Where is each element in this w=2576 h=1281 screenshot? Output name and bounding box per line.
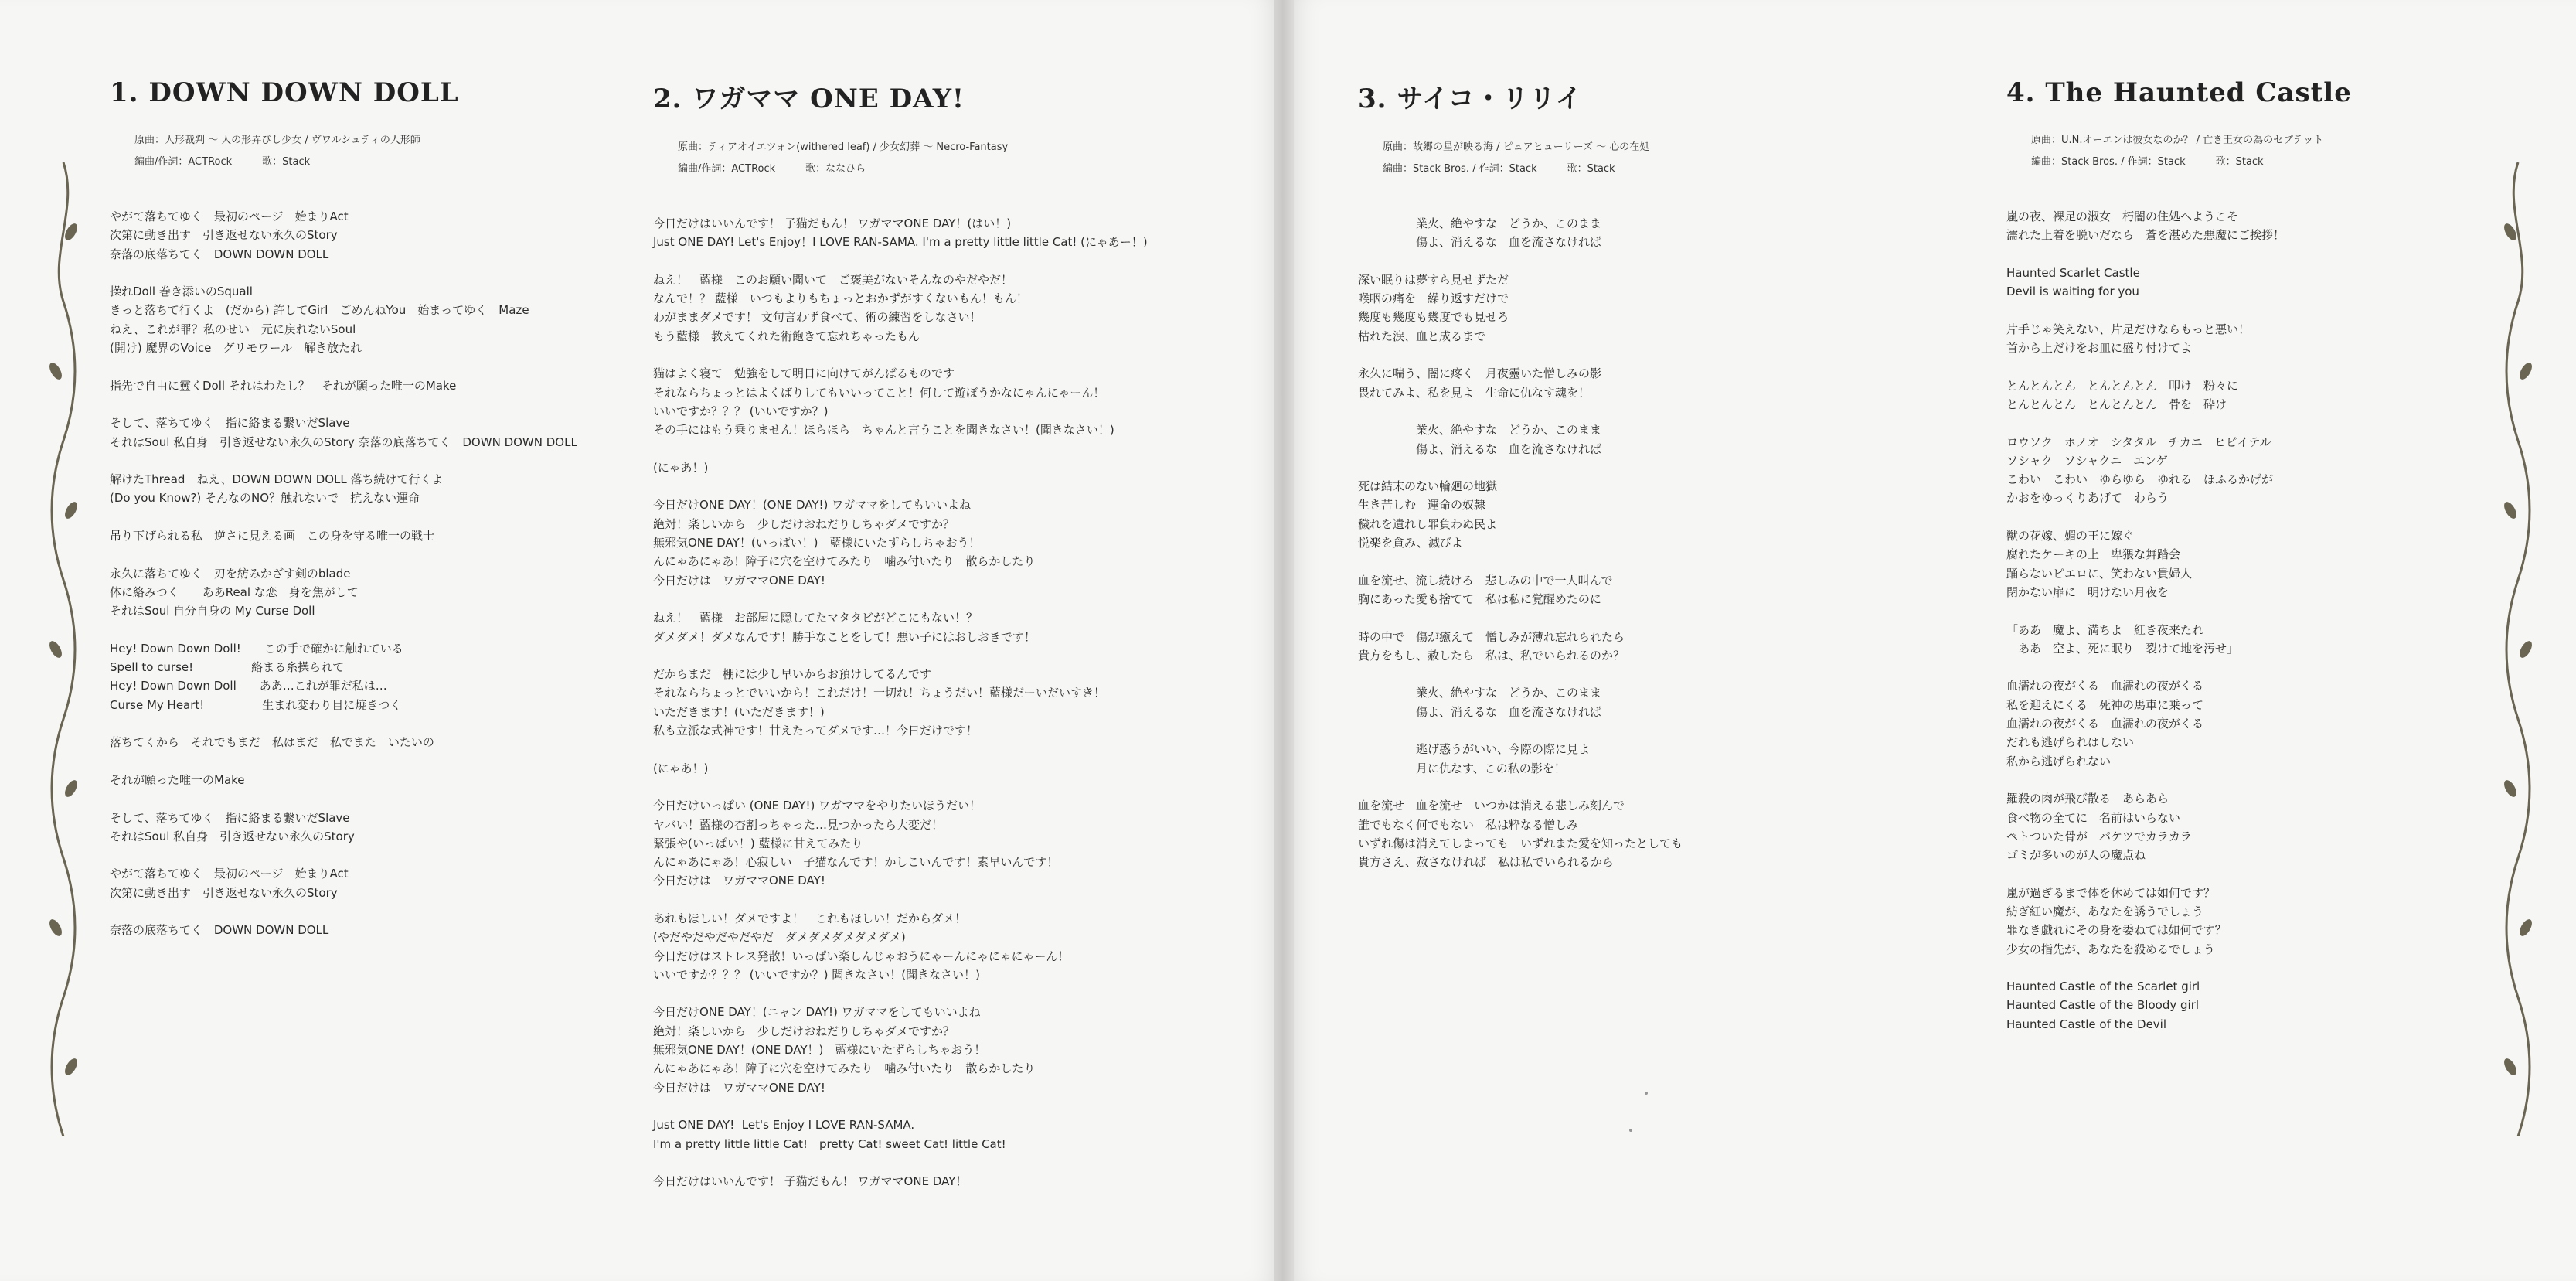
lyric-line: Devil is waiting for you: [2006, 284, 2139, 299]
lyric-line: いいですか？？？ (いいですか？): [653, 404, 829, 418]
lyric-stanza: [110, 526, 577, 545]
lyric-stanza: [110, 639, 577, 714]
lyric-line: それはSoul 私自身 引き返せない永久のStory: [110, 829, 355, 843]
lyric-line: (にゃあ！): [653, 460, 709, 475]
lyric-stanza: [2006, 320, 2352, 358]
lyric-line: それならちょっとでいいから！これだけ！一切れ！ちょうだい！藍様だーいだいすき！: [653, 686, 1106, 700]
lyric-line: 首から上だけをお皿に盛り付けてよ: [2006, 341, 2193, 356]
lyric-line: とんとんとん とんとんとん 叩け 粉々に: [2006, 378, 2239, 393]
lyric-line: (開け) 魔界のVoice グリモワール 解き放たれ: [110, 341, 362, 356]
book-gutter: [1274, 0, 1294, 1281]
lyric-stanza: [110, 771, 577, 789]
lyric-stanza: [110, 809, 577, 847]
lyric-line: 「ああ 魔よ、満ちよ 紅き夜来たれ: [2006, 622, 2204, 637]
lyric-line: 傷よ、消えるな 血を流さなければ: [1358, 235, 1602, 250]
lyric-line: んにゃあにゃあ！障子に穴を空けてみたり 噛み付いたり 散らかしたり: [653, 554, 1036, 569]
lyric-line: それならちょっとはよくばりしてもいいってこと！何して遊ぼうかなにゃんにゃーん！: [653, 385, 1105, 400]
lyric-line: 畏れてみよ、私を見よ 生命に仇なす魂を！: [1358, 385, 1591, 400]
lyric-line: 私から逃げられない: [2006, 754, 2112, 768]
lyric-stanza: [2006, 207, 2352, 245]
lyric-line: やがて落ちてゆく 最初のページ 始まりAct: [110, 210, 349, 223]
lyric-line: 指先で自由に靈くDoll それはわたし？ それが願った唯一のMake: [110, 378, 457, 393]
lyric-line: 血を流せ 血を流せ いつかは消える悲しみ刻んで: [1358, 799, 1625, 813]
lyric-stanza: [2006, 977, 2352, 1034]
lyric-line: Just ONE DAY! Let's Enjoy！I LOVE RAN-SAMA. I'm a pretty little little Cat! (にゃあー！): [653, 235, 1148, 250]
lyric-stanza: [653, 608, 1148, 646]
track-title: 3. サイコ・リリイ: [1358, 83, 1583, 114]
lyric-line: 血濡れの夜がくる 血濡れの夜がくる: [2006, 717, 2204, 731]
lyric-stanza: [1358, 214, 1683, 252]
lyric-stanza: [2006, 526, 2352, 601]
lyric-line: 緊張や(いっぱい！) 藍様に甘えてみたり: [653, 836, 863, 850]
lyric-line: 今日だけはストレス発散！いっぱい楽しんじゃおうにゃーんにゃにゃにゃーん！: [653, 949, 1070, 963]
lyric-line: 濡れた上着を脱いだなら 蒼を湛めた悪魔にご挨拶！: [2006, 228, 2285, 243]
lyric-stanza: [2006, 433, 2352, 508]
lyric-line: 今日だけは ワガママONE DAY!: [653, 1080, 825, 1095]
lyric-line: いいですか？？？ (いいですか？) 聞きなさい！(聞きなさい！): [653, 967, 980, 982]
track-1-column: [110, 77, 577, 959]
lyric-line: 少女の指先が、あなたを殺めるでしょう: [2006, 942, 2215, 956]
lyric-line: 血を流せ、流し続けろ 悲しみの中で一人叫んで: [1358, 573, 1613, 588]
lyric-line: ねえ！ 藍様 このお願い聞いて ご褒美がないそんなのやだやだ！: [653, 272, 1013, 287]
lyric-line: んにゃあにゃあ！心寂しい 子猫なんです！かしこいんです！素早いんです！: [653, 855, 1059, 870]
lyric-line: 今日だけONE DAY！(ONE DAY!) ワガママをしてもいいよね: [653, 498, 972, 513]
lyric-line: 逃げ惑うがいい、今際の際に見よ: [1358, 742, 1591, 757]
lyric-stanza: [2006, 884, 2352, 959]
lyric-line: 血濡れの夜がくる 血濡れの夜がくる: [2006, 679, 2204, 693]
lyric-stanza: [2006, 621, 2352, 659]
lyric-stanza: [110, 733, 577, 751]
lyric-stanza: [653, 759, 1148, 778]
lyric-stanza: [1358, 571, 1683, 609]
lyric-line: Just ONE DAY! Let's Enjoy I LOVE RAN-SAMA.: [653, 1118, 915, 1133]
lyric-stanza: [110, 564, 577, 621]
lyric-line: 傷よ、消えるな 血を流さなければ: [1358, 441, 1602, 456]
lyric-stanza: [653, 796, 1148, 890]
lyric-line: 喉咽の痛を 繰り返すだけで: [1358, 291, 1509, 306]
lyric-line: 誰でもなく何でもない 私は粋なる憎しみ: [1358, 817, 1579, 832]
lyric-stanza: [1358, 271, 1683, 346]
lyric-line: それが願った唯一のMake: [110, 772, 245, 787]
lyric-stanza: [653, 214, 1148, 252]
lyric-line: Haunted Castle of the Bloody girl: [2006, 998, 2200, 1013]
lyric-stanza: [1358, 628, 1683, 666]
print-speck: [1645, 1092, 1648, 1095]
track-credit-arranger: 編曲：Stack Bros. / 作詞：Stack 歌：Stack: [2031, 156, 2264, 168]
lyric-line: いずれ傷は消えてしまっても いずれまた愛を知ったとしても: [1358, 836, 1683, 850]
lyric-stanza: [1358, 740, 1683, 778]
lyric-line: 私も立派な式神です！甘えたってダメです…！今日だけです！: [653, 724, 978, 738]
lyric-line: きっと落ちて行くよ (だから) 許してGirl ごめんねYou 始まってゆく Maze: [110, 303, 529, 318]
lyric-line: 嵐が過ぎるまで体を休めては如何です？: [2006, 885, 2216, 900]
lyric-stanza: [110, 864, 577, 902]
track-credit-arranger: 編曲/作詞：ACTRock 歌：ななひら: [678, 163, 866, 175]
lyrics-block: [2006, 207, 2352, 1034]
lyric-line: それはSoul 私自身 引き返せない永久のStory 奈落の底落ちてく DOWN DOWN DOLL: [110, 434, 577, 449]
lyric-line: 今日だけいっぱい (ONE DAY!) ワガママをやりたいほうだい！: [653, 799, 982, 813]
lyric-stanza: [2006, 264, 2352, 302]
lyric-line: そして、落ちてゆく 指に絡まる繋いだSlave: [110, 810, 350, 825]
lyric-line: Haunted Scarlet Castle: [2006, 265, 2140, 280]
lyric-line: ペトついた骨が パケツでカラカラ: [2006, 829, 2192, 843]
lyric-line: 月に仇なす、この私の影を！: [1358, 761, 1566, 775]
lyric-line: 無邪気ONE DAY！(ONE DAY！) 藍様にいたずらしちゃおう！: [653, 1043, 986, 1058]
lyric-line: あれもほしい！ダメですよ！ これもほしい！だからダメ！: [653, 911, 967, 925]
lyric-stanza: [653, 1116, 1148, 1153]
lyric-line: Curse My Heart! 生まれ変わり目に焼きつく: [110, 697, 402, 712]
lyric-line: だれも逃げられはしない: [2006, 735, 2135, 750]
lyric-line: 今日だけはいいんです！ 子猫だもん！ ワガママONE DAY！(はい！): [653, 216, 1012, 230]
lyric-line: 時の中で 傷が癒えて 憎しみが薄れ忘れられたら: [1358, 629, 1625, 644]
right-vine-ornament: [2503, 162, 2533, 1136]
lyric-line: 操れDoll 巻き添いのSquall: [110, 284, 253, 299]
lyric-line: 絶対！楽しいから 少しだけおねだりしちゃダメですか？: [653, 1024, 955, 1038]
lyric-line: 片手じゃ笑えない、片足だけならもっと悪い！: [2006, 322, 2251, 336]
track-credit-composer: 原曲：故郷の星が映る海 / ピュアヒューリーズ ～ 心の在処: [1383, 141, 1650, 153]
lyric-line: I'm a pretty little little Cat! pretty Cat! sweet Cat! little Cat!: [653, 1136, 1006, 1151]
lyric-line: 死は結末のない輪廻の地獄: [1358, 479, 1498, 494]
lyric-line: 業火、絶やすな どうか、このまま: [1358, 216, 1602, 230]
lyric-line: それはSoul 自分自身の My Curse Doll: [110, 604, 315, 618]
lyric-line: Hey! Down Down Doll! この手で確かに触れている: [110, 641, 403, 656]
lyric-line: 次第に動き出す 引き返せない永久のStory: [110, 885, 338, 900]
lyric-line: その手にはもう乗りません！ほらほら ちゃんと言うことを聞きなさい！(聞きなさい！): [653, 423, 1114, 438]
track-title: 2. ワガママ ONE DAY!: [653, 83, 965, 114]
lyric-stanza: [110, 470, 577, 508]
lyric-stanza: [110, 207, 577, 264]
lyric-line: 幾度も幾度も幾度でも見せろ: [1358, 310, 1509, 325]
lyric-line: 生き苦しむ 運命の奴隷: [1358, 498, 1486, 513]
lyric-stanza: [110, 921, 577, 939]
lyric-stanza: [110, 376, 577, 395]
lyric-line: 私を迎えにくる 死神の馬車に乗って: [2006, 697, 2204, 712]
lyric-stanza: [2006, 676, 2352, 770]
lyric-line: 閉かない扉に 明けない月夜を: [2006, 584, 2169, 599]
lyric-line: いただきます！(いただきます！): [653, 704, 825, 719]
lyrics-block: [653, 214, 1148, 1191]
lyric-line: 食べ物の全てに 名前はいらない: [2006, 810, 2181, 825]
lyrics-block: [1358, 214, 1683, 871]
lyric-stanza: [653, 1172, 1148, 1191]
lyric-line: (Do you Know?) そんなのNO？触れないで 抗えない運命: [110, 491, 420, 506]
lyric-line: やがて落ちてゆく 最初のページ 始まりAct: [110, 867, 349, 881]
lyric-line: 今日だけはいいんです！ 子猫だもん！ ワガママONE DAY！: [653, 1174, 968, 1189]
lyric-stanza: [1358, 683, 1683, 721]
lyric-line: 猫はよく寝て 勉強をして明日に向けてがんばるものです: [653, 366, 955, 381]
lyric-stanza: [653, 1003, 1148, 1096]
lyric-stanza: [110, 282, 577, 357]
lyric-line: 罪なき戯れにその身を委ねては如何です？: [2006, 923, 2227, 938]
lyric-line: 解けたThread ねえ、DOWN DOWN DOLL 落ち続けて行くよ: [110, 472, 444, 487]
lyric-stanza: [2006, 789, 2352, 864]
lyric-stanza: [653, 496, 1148, 589]
lyric-line: 今日だけは ワガママONE DAY!: [653, 874, 825, 888]
lyric-line: 貴方をもし、赦したら 私は、私でいられるのか？: [1358, 648, 1625, 663]
lyric-line: かおをゆっくりあげて わらう: [2006, 491, 2169, 506]
lyric-line: 枯れた涙、血と成るまで: [1358, 329, 1486, 343]
lyric-line: 永久に喘う、闇に疼く 月夜靈いた憎しみの影: [1358, 366, 1602, 381]
track-credit-arranger: 編曲：Stack Bros. / 作詞：Stack 歌：Stack: [1383, 163, 1615, 175]
lyric-line: 紡ぎ紅い魔が、あなたを誘うでしょう: [2006, 904, 2204, 918]
lyric-line: ソシャク ソシャクニ エンゲ: [2006, 453, 2168, 468]
lyric-line: ねえ、これが罪？私のせい 元に戻れないSoul: [110, 322, 356, 336]
lyric-line: 嵐の夜、裸足の淑女 朽闇の住処へようこそ: [2006, 210, 2239, 223]
lyric-line: 貴方さえ、赦さなければ 私は私でいられるから: [1358, 855, 1614, 870]
lyric-stanza: [653, 909, 1148, 984]
lyric-line: 次第に動き出す 引き返せない永久のStory: [110, 228, 338, 243]
lyric-line: 穢れを遺れし罪負わぬ民よ: [1358, 516, 1498, 531]
lyric-line: ロウソク ホノオ シタタル チカニ ヒビイテル: [2006, 434, 2271, 449]
lyric-stanza: [1358, 796, 1683, 871]
lyric-line: 業火、絶やすな どうか、このまま: [1358, 686, 1602, 700]
lyric-line: 今日だけは ワガママONE DAY!: [653, 573, 825, 588]
lyric-line: だからまだ 棚には少し早いからお預けしてるんです: [653, 667, 932, 682]
lyric-line: 今日だけONE DAY！(ニャン DAY!) ワガママをしてもいいよね: [653, 1005, 981, 1020]
lyric-stanza: [1358, 421, 1683, 458]
lyric-line: ゴミが多いのが人の魔点ね: [2006, 848, 2146, 863]
lyric-line: ダメダメ！ダメなんです！勝手なことをして！悪い子にはおしおきです！: [653, 629, 1036, 644]
track-title: 1. DOWN DOWN DOLL: [110, 77, 459, 108]
lyric-line: ねえ！ 藍様 お部屋に隠してたマタタビがどこにもない！？: [653, 611, 978, 625]
track-credit-arranger: 編曲/作詞：ACTRock 歌：Stack: [134, 156, 311, 168]
lyric-line: わがままダメです！ 文句言わず食べて、術の練習をしなさい！: [653, 310, 982, 325]
lyric-line: 腐れたケーキの上 卑猥な舞踏会: [2006, 547, 2181, 562]
lyric-line: 奈落の底落ちてく DOWN DOWN DOLL: [110, 923, 329, 938]
lyric-stanza: [653, 364, 1148, 439]
track-4-column: [2006, 77, 2352, 1052]
lyric-line: 胸にあった愛も捨てて 私は私に覚醒めたのに: [1358, 591, 1601, 606]
lyric-line: んにゃあにゃあ！障子に穴を空けてみたり 噛み付いたり 散らかしたり: [653, 1061, 1036, 1076]
lyric-line: 深い眠りは夢すら見せずただ: [1358, 272, 1509, 287]
track-credit-composer: 原曲：U.N.オーエンは彼女なのか？ / 亡き王女の為のセプテット: [2031, 135, 2324, 146]
track-3-column: [1358, 77, 1683, 891]
lyric-line: Hey! Down Down Doll ああ…これが罪だ私は…: [110, 679, 387, 693]
lyric-line: 永久に落ちてゆく 刃を紡みかざす剣のblade: [110, 566, 351, 581]
lyric-line: 踊らないピエロに、笑わない貴婦人: [2006, 566, 2193, 581]
lyric-stanza: [2006, 376, 2352, 414]
lyric-line: なんで！？ 藍様 いつもよりもちょっとおかずがすくないもん！もん！: [653, 291, 1028, 306]
track-credit-composer: 原曲：人形裁判 ～ 人の形弄びし少女 / ヴワルシュティの人形師: [134, 135, 420, 146]
lyric-stanza: [1358, 477, 1683, 552]
lyric-stanza: [1358, 364, 1683, 402]
lyric-line: 悦楽を貪み、滅びよ: [1358, 536, 1463, 550]
lyric-line: 傷よ、消えるな 血を流さなければ: [1358, 704, 1602, 719]
track-2-column: [653, 77, 1148, 1210]
track-title: 4. The Haunted Castle: [2006, 77, 2352, 108]
lyric-stanza: [653, 665, 1148, 740]
lyric-line: 落ちてくから それでもまだ 私はまだ 私でまた いたいの: [110, 735, 434, 750]
lyric-stanza: [110, 414, 577, 451]
lyric-line: 羅殺の肉が飛び散る あらあら: [2006, 792, 2169, 806]
lyric-line: 獣の花嫁、媚の王に嫁ぐ: [2006, 529, 2135, 543]
lyric-line: 絶対！楽しいから 少しだけおねだりしちゃダメですか？: [653, 516, 955, 531]
lyric-line: こわい こわい ゆらゆら ゆれる ほふるかげが: [2006, 472, 2274, 487]
lyric-line: 体に絡みつく ああReal な恋 身を焦がして: [110, 584, 359, 599]
lyric-line: ああ 空よ、死に眠り 裂けて地を汚せ」: [2006, 641, 2239, 656]
lyric-line: もう藍様 教えてくれた術飽きて忘れちゃったもん: [653, 329, 920, 343]
left-vine-ornament: [48, 162, 79, 1136]
lyric-stanza: [653, 458, 1148, 477]
lyrics-block: [110, 207, 577, 940]
track-credit-composer: 原曲：ティアオイエツォン(withered leaf) / 少女幻葬 ～ Necro-Fantasy: [678, 141, 1009, 153]
lyric-line: とんとんとん とんとんとん 骨を 砕け: [2006, 397, 2227, 411]
lyric-line: Haunted Castle of the Scarlet girl: [2006, 979, 2200, 994]
lyric-line: 無邪気ONE DAY！(いっぱい！) 藍様にいたずらしちゃおう！: [653, 536, 981, 550]
lyric-line: 業火、絶やすな どうか、このまま: [1358, 423, 1602, 438]
lyric-line: (にゃあ！): [653, 761, 709, 775]
lyric-line: Spell to curse! 絡まる糸操られて: [110, 660, 345, 675]
lyric-line: 奈落の底落ちてく DOWN DOWN DOLL: [110, 247, 329, 261]
lyric-stanza: [653, 271, 1148, 346]
print-speck: [1629, 1129, 1632, 1132]
lyric-line: Haunted Castle of the Devil: [2006, 1017, 2167, 1031]
lyric-line: 吊り下げられる私 逆さに見える画 この身を守る唯一の戦士: [110, 529, 435, 543]
lyric-line: ヤバい！藍様の杏割っちゃった…見つかったら大変だ！: [653, 817, 944, 832]
lyric-line: (やだやだやだやだやだ ダメダメダメダメダメ): [653, 930, 906, 945]
lyric-line: そして、落ちてゆく 指に絡まる繋いだSlave: [110, 416, 350, 431]
